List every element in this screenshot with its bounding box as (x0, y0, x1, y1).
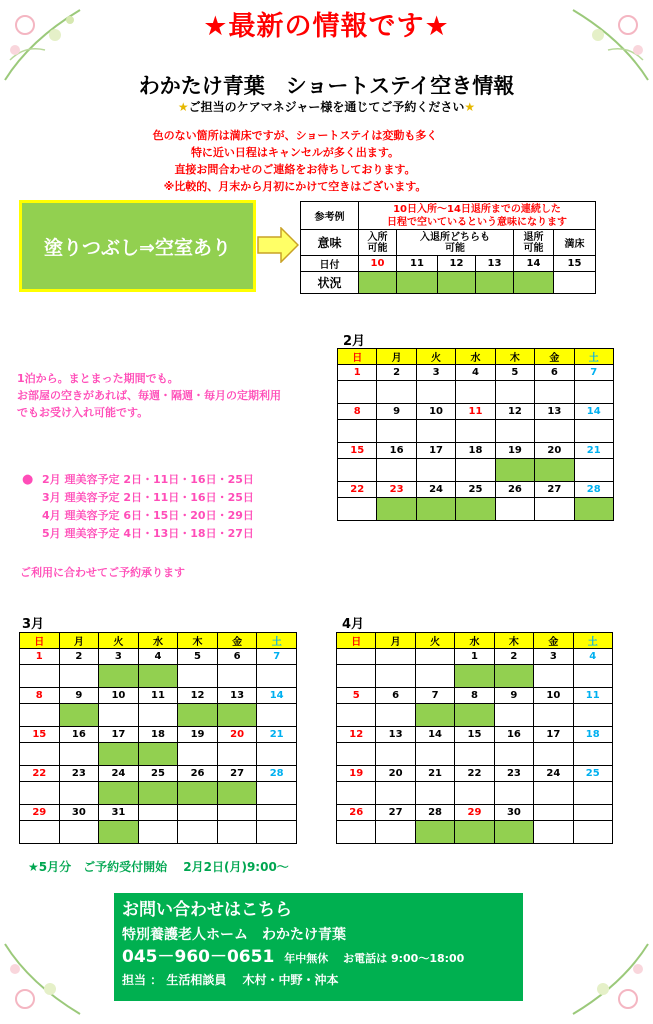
ref-status-cell (397, 272, 438, 294)
ref-example-line: 日程で空いているという意味になります (387, 216, 567, 228)
day-number: 22 (455, 766, 494, 782)
full-cell (376, 743, 415, 766)
day-number (376, 649, 415, 665)
vacancy-cell (178, 704, 218, 727)
full-cell (337, 782, 376, 805)
full-cell (456, 459, 495, 482)
day-number: 11 (456, 404, 495, 420)
ref-meaning-out (514, 230, 554, 256)
ref-meaning-in (359, 230, 397, 256)
vacancy-cell (455, 665, 494, 688)
beauty-text: 2月 理美容予定 2日・11日・16日・25日 (42, 473, 254, 486)
may-booking-note: ★5月分 ご予約受付開始 2月2日(月)9:00～ (28, 860, 289, 874)
day-number: 28 (415, 805, 454, 821)
full-cell (574, 459, 613, 482)
full-cell (535, 420, 574, 443)
vacancy-cell (59, 704, 99, 727)
ref-meaning-text: 入所 (367, 231, 388, 243)
vacancy-cell (217, 704, 257, 727)
day-number: 26 (495, 482, 534, 498)
full-cell (20, 743, 60, 766)
day-number: 17 (99, 727, 139, 743)
day-number: 25 (138, 766, 178, 782)
vacancy-cell (415, 821, 454, 844)
day-number: 5 (495, 365, 534, 381)
full-cell (217, 821, 257, 844)
day-number: 6 (376, 688, 415, 704)
weekday-header: 金 (534, 633, 573, 649)
day-number: 10 (99, 688, 139, 704)
full-cell (456, 381, 495, 404)
full-cell (573, 665, 612, 688)
beauty-text: 3月 理美容予定 2日・11日・16日・25日 (42, 491, 254, 504)
full-cell (494, 704, 533, 727)
full-cell (337, 665, 376, 688)
calendar-title-feb: 2月 (343, 334, 366, 349)
day-number: 9 (494, 688, 533, 704)
full-cell (416, 381, 455, 404)
notice-line: 色のない箇所は満床ですが、ショートステイは変動も多く (152, 129, 438, 142)
day-number: 27 (217, 766, 257, 782)
day-number: 28 (574, 482, 613, 498)
vacancy-cell (415, 704, 454, 727)
day-number: 25 (456, 482, 495, 498)
day-number: 29 (20, 805, 60, 821)
day-number: 19 (337, 766, 376, 782)
day-number: 30 (494, 805, 533, 821)
vacancy-cell (494, 665, 533, 688)
contact-phone-row (122, 946, 515, 970)
day-number: 22 (338, 482, 377, 498)
day-number: 13 (217, 688, 257, 704)
day-number: 29 (455, 805, 494, 821)
calendar-title-mar: 3月 (22, 617, 45, 632)
day-number: 3 (534, 649, 573, 665)
day-number: 23 (377, 482, 416, 498)
weekday-header: 日 (20, 633, 60, 649)
full-cell (257, 704, 297, 727)
contact-staff: 担当 ： 生活相談員 木村・中野・沖本 (122, 973, 339, 987)
full-cell (377, 420, 416, 443)
ref-meaning-text: 可能 (367, 242, 388, 254)
vacancy-cell (217, 782, 257, 805)
ref-meaning-text: 可能 (523, 242, 544, 254)
beauty-line (22, 471, 254, 489)
day-number: 13 (535, 404, 574, 420)
ref-date: 14 (514, 256, 554, 272)
full-cell (338, 381, 377, 404)
full-cell (573, 782, 612, 805)
full-cell (456, 420, 495, 443)
day-number: 21 (415, 766, 454, 782)
notice-line: 特に近い日程はキャンセルが多く出ます。 (190, 146, 400, 159)
vacancy-cell (377, 498, 416, 521)
day-number: 1 (338, 365, 377, 381)
day-number: 10 (534, 688, 573, 704)
reserve-note: ご利用に合わせてご予約承ります (20, 566, 185, 579)
day-number (257, 805, 297, 821)
usage-notes (17, 370, 281, 421)
day-number: 11 (573, 688, 612, 704)
weekday-header: 金 (535, 349, 574, 365)
calendar-february (337, 348, 614, 521)
legend-label: 塗りつぶし⇒空室あり (44, 236, 231, 259)
day-number: 22 (20, 766, 60, 782)
day-number: 26 (178, 766, 218, 782)
full-cell (416, 459, 455, 482)
vacancy-cell (138, 665, 178, 688)
full-cell (59, 665, 99, 688)
day-number: 7 (415, 688, 454, 704)
subtitle (0, 98, 653, 115)
full-cell (376, 665, 415, 688)
day-number: 1 (455, 649, 494, 665)
day-number: 14 (257, 688, 297, 704)
ref-example-line: 10日入所～14日退所までの連続した (393, 203, 561, 215)
full-cell (257, 821, 297, 844)
full-cell (338, 459, 377, 482)
full-cell (494, 743, 533, 766)
full-cell (534, 782, 573, 805)
day-number: 17 (416, 443, 455, 459)
full-cell (217, 743, 257, 766)
day-number: 12 (337, 727, 376, 743)
full-cell (534, 821, 573, 844)
full-cell (99, 704, 139, 727)
day-number: 6 (535, 365, 574, 381)
day-number: 27 (376, 805, 415, 821)
day-number: 16 (494, 727, 533, 743)
weekday-header: 水 (456, 349, 495, 365)
day-number: 2 (494, 649, 533, 665)
notice-line: ※比較的、月末から月初にかけて空きはございます。 (163, 180, 427, 193)
day-number: 24 (416, 482, 455, 498)
vacancy-cell (99, 743, 139, 766)
full-cell (20, 821, 60, 844)
day-number: 6 (217, 649, 257, 665)
day-number: 3 (416, 365, 455, 381)
day-number: 20 (376, 766, 415, 782)
vacancy-cell (138, 782, 178, 805)
day-number: 10 (416, 404, 455, 420)
day-number: 21 (574, 443, 613, 459)
reference-table (300, 201, 596, 294)
day-number: 2 (377, 365, 416, 381)
day-number: 4 (573, 649, 612, 665)
beauty-schedule (22, 471, 254, 543)
day-number: 15 (338, 443, 377, 459)
weekday-header: 土 (574, 349, 613, 365)
full-cell (138, 704, 178, 727)
full-cell (338, 420, 377, 443)
day-number: 9 (59, 688, 99, 704)
ref-label-meaning: 意味 (301, 230, 359, 256)
floral-corner-bottom-right (563, 934, 653, 1024)
ref-label-status: 状況 (301, 272, 359, 294)
day-number: 30 (59, 805, 99, 821)
vacancy-cell (495, 459, 534, 482)
full-cell (337, 704, 376, 727)
vacancy-cell (455, 821, 494, 844)
full-cell (376, 704, 415, 727)
right-arrow-icon (257, 227, 299, 263)
day-number: 16 (377, 443, 416, 459)
ref-label-example: 参考例 (301, 202, 359, 230)
weekday-header: 水 (138, 633, 178, 649)
full-cell (495, 498, 534, 521)
weekday-header: 金 (217, 633, 257, 649)
full-cell (59, 743, 99, 766)
ref-date: 11 (397, 256, 438, 272)
day-number: 5 (337, 688, 376, 704)
full-cell (574, 381, 613, 404)
beauty-line (22, 525, 254, 543)
ref-date: 10 (359, 256, 397, 272)
day-number: 5 (178, 649, 218, 665)
star-left: ★ (177, 100, 189, 114)
day-number: 13 (376, 727, 415, 743)
ref-status-cell (438, 272, 476, 294)
notice (0, 127, 590, 195)
day-number: 7 (257, 649, 297, 665)
day-number: 2 (59, 649, 99, 665)
day-number: 18 (138, 727, 178, 743)
day-number: 18 (456, 443, 495, 459)
weekday-header: 木 (178, 633, 218, 649)
vacancy-cell (574, 498, 613, 521)
full-cell (377, 381, 416, 404)
day-number (573, 805, 612, 821)
full-cell (415, 743, 454, 766)
day-number: 3 (99, 649, 139, 665)
full-cell (535, 498, 574, 521)
day-number: 14 (415, 727, 454, 743)
day-number (178, 805, 218, 821)
full-cell (257, 665, 297, 688)
full-cell (257, 743, 297, 766)
weekday-header: 火 (99, 633, 139, 649)
star-right: ★ (464, 100, 476, 114)
calendar-march (19, 632, 297, 844)
day-number: 25 (573, 766, 612, 782)
full-cell (455, 782, 494, 805)
day-number (337, 649, 376, 665)
day-number (534, 805, 573, 821)
full-cell (217, 665, 257, 688)
weekday-header: 月 (377, 349, 416, 365)
full-cell (494, 782, 533, 805)
contact-facility: 特別養護老人ホーム わかたけ青葉 (122, 927, 346, 943)
vacancy-cell (494, 821, 533, 844)
day-number (217, 805, 257, 821)
day-number: 8 (455, 688, 494, 704)
day-number: 14 (574, 404, 613, 420)
usage-note-line: 1泊から。まとまった期間でも。 (17, 372, 179, 385)
ref-meaning-text: 退所 (523, 231, 544, 243)
ref-status-cell (514, 272, 554, 294)
weekday-header: 木 (494, 633, 533, 649)
full-cell (415, 782, 454, 805)
day-number: 23 (59, 766, 99, 782)
ref-meaning-text: 可能 (445, 242, 465, 254)
weekday-header: 日 (338, 349, 377, 365)
vacancy-cell (535, 459, 574, 482)
calendar-april (336, 632, 613, 844)
day-number: 28 (257, 766, 297, 782)
ref-meaning-both (397, 230, 514, 256)
day-number: 21 (257, 727, 297, 743)
vacancy-cell (138, 743, 178, 766)
full-cell (337, 743, 376, 766)
full-cell (574, 420, 613, 443)
ref-status-cell (476, 272, 514, 294)
weekday-header: 水 (455, 633, 494, 649)
day-number: 4 (456, 365, 495, 381)
full-cell (20, 704, 60, 727)
ref-status-cell (359, 272, 397, 294)
day-number: 15 (455, 727, 494, 743)
beauty-line (22, 489, 254, 507)
ref-example-text (359, 202, 596, 230)
weekday-header: 日 (337, 633, 376, 649)
contact-heading: お問い合わせはこちら (122, 900, 292, 920)
full-cell (376, 782, 415, 805)
day-number: 19 (495, 443, 534, 459)
usage-note-line: でもお受け入れ可能です。 (17, 406, 149, 419)
vacancy-cell (416, 498, 455, 521)
day-number: 8 (338, 404, 377, 420)
floral-corner-bottom-left (0, 934, 90, 1024)
full-cell (534, 665, 573, 688)
day-number: 24 (534, 766, 573, 782)
day-number (138, 805, 178, 821)
contact-box (114, 893, 523, 1001)
full-cell (178, 743, 218, 766)
weekday-header: 月 (376, 633, 415, 649)
ref-status-cell (554, 272, 596, 294)
full-cell (59, 782, 99, 805)
full-cell (20, 665, 60, 688)
full-cell (376, 821, 415, 844)
day-number: 15 (20, 727, 60, 743)
full-cell (495, 381, 534, 404)
day-number: 16 (59, 727, 99, 743)
vacancy-cell (99, 782, 139, 805)
full-cell (178, 821, 218, 844)
vacancy-cell (178, 782, 218, 805)
headline: ★最新の情報です★ (203, 11, 450, 42)
notice-line: 直接お問合わせのご連絡をお待ちしております。 (174, 163, 416, 176)
weekday-header: 土 (257, 633, 297, 649)
page-title: わかたけ青葉 ショートステイ空き情報 (138, 74, 515, 98)
full-cell (534, 743, 573, 766)
calendar-title-apr: 4月 (342, 617, 365, 632)
beauty-line (22, 507, 254, 525)
vacancy-cell (456, 498, 495, 521)
bullet-icon: ● (22, 472, 34, 487)
day-number: 12 (178, 688, 218, 704)
full-cell (337, 821, 376, 844)
full-cell (178, 665, 218, 688)
vacancy-cell (99, 665, 139, 688)
full-cell (535, 381, 574, 404)
legend-box (19, 200, 256, 292)
full-cell (573, 704, 612, 727)
beauty-text: 5月 理美容予定 4日・13日・18日・27日 (42, 527, 254, 540)
day-number: 19 (178, 727, 218, 743)
weekday-header: 月 (59, 633, 99, 649)
ref-label-date: 日付 (301, 256, 359, 272)
day-number: 20 (535, 443, 574, 459)
day-number: 23 (494, 766, 533, 782)
full-cell (257, 782, 297, 805)
day-number: 1 (20, 649, 60, 665)
day-number: 26 (337, 805, 376, 821)
ref-meaning-text: 入退所どちらも (420, 231, 490, 243)
day-number: 7 (574, 365, 613, 381)
full-cell (455, 743, 494, 766)
ref-meaning-full: 満床 (554, 230, 596, 256)
day-number: 24 (99, 766, 139, 782)
day-number: 31 (99, 805, 139, 821)
beauty-text: 4月 理美容予定 6日・15日・20日・29日 (42, 509, 254, 522)
full-cell (415, 665, 454, 688)
day-number: 12 (495, 404, 534, 420)
contact-phone[interactable]: 045－960－0651 (122, 947, 275, 967)
day-number: 8 (20, 688, 60, 704)
day-number: 11 (138, 688, 178, 704)
ref-date: 13 (476, 256, 514, 272)
weekday-header: 火 (416, 349, 455, 365)
day-number: 27 (535, 482, 574, 498)
full-cell (59, 821, 99, 844)
day-number: 17 (534, 727, 573, 743)
full-cell (20, 782, 60, 805)
day-number (415, 649, 454, 665)
ref-date: 12 (438, 256, 476, 272)
full-cell (416, 420, 455, 443)
full-cell (377, 459, 416, 482)
weekday-header: 土 (573, 633, 612, 649)
vacancy-cell (455, 704, 494, 727)
full-cell (573, 743, 612, 766)
full-cell (573, 821, 612, 844)
ref-date: 15 (554, 256, 596, 272)
full-cell (338, 498, 377, 521)
full-cell (495, 420, 534, 443)
full-cell (138, 821, 178, 844)
day-number: 4 (138, 649, 178, 665)
weekday-header: 木 (495, 349, 534, 365)
vacancy-cell (99, 821, 139, 844)
day-number: 20 (217, 727, 257, 743)
contact-hours: 年中無休 お電話は 9:00～18:00 (284, 952, 465, 965)
usage-note-line: お部屋の空きがあれば、毎週・隔週・毎月の定期利用 (17, 389, 281, 402)
day-number: 18 (573, 727, 612, 743)
subtitle-text: ご担当のケアマネジャー様を通じてご予約ください (188, 100, 465, 114)
full-cell (534, 704, 573, 727)
weekday-header: 火 (415, 633, 454, 649)
day-number: 9 (377, 404, 416, 420)
